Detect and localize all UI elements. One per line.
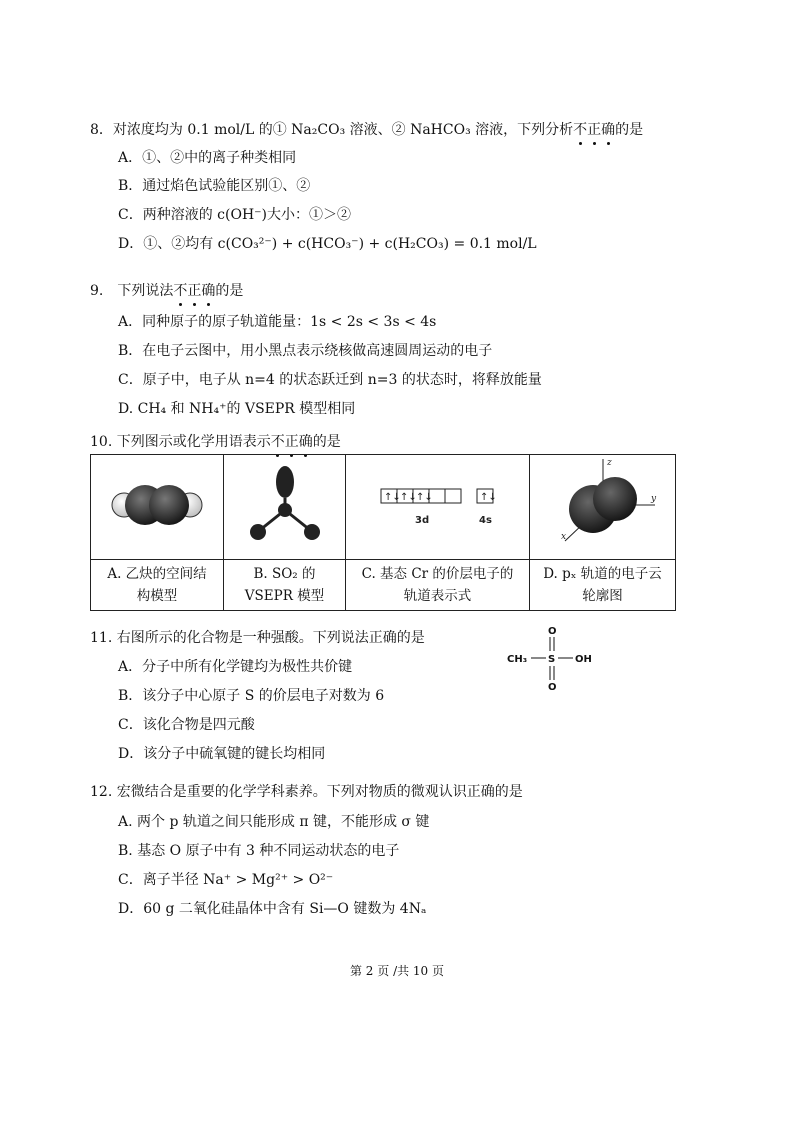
svg-text:↑↓: ↑↓	[383, 492, 401, 503]
q10-figure-a-cell	[91, 455, 224, 560]
so2-vsepr-figure	[240, 460, 330, 550]
q10-caption-c: C. 基态 Cr 的价层电子的 轨道表示式	[346, 560, 530, 611]
q11-option-b: B．该分子中心原子 S 的价层电子对数为 6	[118, 688, 385, 704]
q9-stem-emph: 不正确	[173, 283, 216, 299]
o-atom-right	[304, 524, 320, 540]
q9-stem	[90, 281, 710, 301]
q8-stem-pre: 8．对浓度均为 0.1 mol/L 的① Na₂CO₃ 溶液、② NaHCO₃ 溶液，下列分析	[90, 122, 574, 138]
formula-ch3: CH₃	[507, 654, 528, 665]
label-4s: 4s	[478, 515, 492, 526]
q10-figure-d-cell	[530, 455, 676, 560]
q11-option-d: D．该分子中硫氧键的键长均相同	[118, 746, 326, 762]
q11-option-a: A．分子中所有化学键均为极性共价键	[118, 659, 353, 675]
q12-stem: 12. 宏微结合是重要的化学学科素养。下列对物质的微观认识正确的是	[90, 784, 523, 800]
formula-o-top: O	[548, 626, 557, 637]
svg-text:↑↓: ↑↓	[399, 492, 417, 503]
x-axis-label: x	[560, 532, 566, 542]
q10-stem	[90, 432, 710, 452]
q8-stem-post: 的是	[615, 122, 644, 138]
q8-stem	[90, 120, 710, 140]
label-3d: 3d	[414, 515, 429, 526]
q9-option-a: A．同种原子的原子轨道能量：1s < 2s < 3s < 4s	[118, 314, 437, 330]
s-atom	[278, 503, 292, 517]
cr-orbital-diagram	[373, 475, 503, 535]
q10-stem-emph: 不正确	[270, 434, 313, 450]
q9-option-c: C．原子中，电子从 n=4 的状态跃迁到 n=3 的状态时，将释放能量	[118, 372, 542, 388]
q9-option-b: B．在电子云图中，用小黑点表示绕核做高速圆周运动的电子	[118, 343, 493, 359]
q10-figure-c-cell	[346, 455, 530, 560]
y-axis-label: y	[650, 494, 656, 504]
svg-text:↑↓: ↑↓	[415, 492, 433, 503]
lone-pair-lobe	[276, 466, 294, 498]
px-orbital-figure	[543, 455, 663, 555]
q12-option-d: D．60 g 二氧化硅晶体中含有 Si—O 键数为 4Nₐ	[118, 901, 427, 917]
q12-option-a: A. 两个 p 轨道之间只能形成 π 键，不能形成 σ 键	[118, 814, 430, 830]
q10-caption-b: B. SO₂ 的 VSEPR 模型	[224, 560, 346, 611]
q10-figure-b-cell	[224, 455, 346, 560]
q10-caption-d: D. pₓ 轨道的电子云 轮廓图	[530, 560, 676, 611]
z-axis-label: z	[606, 458, 612, 468]
c-atom-right	[149, 485, 189, 525]
q10-stem-post: 的是	[312, 434, 341, 450]
formula-oh: OH	[575, 654, 592, 665]
q10-caption-a: A. 乙炔的空间结 构模型	[91, 560, 224, 611]
q10-stem-pre: 10. 下列图示或化学用语表示	[90, 434, 271, 450]
q12-option-b: B. 基态 O 原子中有 3 种不同运动状态的电子	[118, 843, 400, 859]
q8-option-a: A．①、②中的离子种类相同	[118, 150, 297, 166]
o-atom-left	[250, 524, 266, 540]
q12-option-c: C．离子半径 Na⁺ > Mg²⁺ > O²⁻	[118, 872, 334, 888]
q8-option-d: D．①、②均有 c(CO₃²⁻) + c(HCO₃⁻) + c(H₂CO₃) = 0.1 mol/L	[118, 236, 537, 252]
q9-stem-pre: 9. 下列说法	[90, 283, 174, 299]
svg-text:↑↓: ↑↓	[479, 492, 497, 503]
q8-option-c: C．两种溶液的 c(OH⁻)大小：①＞②	[118, 207, 352, 223]
px-lobe-back	[593, 477, 637, 521]
formula-s: S	[548, 654, 556, 665]
formula-o-bottom: O	[548, 682, 557, 692]
acetylene-model-figure	[107, 475, 207, 535]
page-footer: 第 2 页 /共 10 页	[349, 964, 445, 978]
q10-figure-table	[90, 454, 676, 611]
methanesulfonic-acid-structure	[505, 622, 615, 692]
q11-stem: 11. 右图所示的化合物是一种强酸。下列说法正确的是	[90, 630, 425, 646]
q9-stem-post: 的是	[215, 283, 244, 299]
q8-stem-emph: 不正确	[573, 122, 616, 138]
q9-option-d: D. CH₄ 和 NH₄⁺的 VSEPR 模型相同	[118, 401, 356, 417]
q8-option-b: B．通过焰色试验能区别①、②	[118, 178, 311, 194]
q11-option-c: C．该化合物是四元酸	[118, 717, 255, 733]
